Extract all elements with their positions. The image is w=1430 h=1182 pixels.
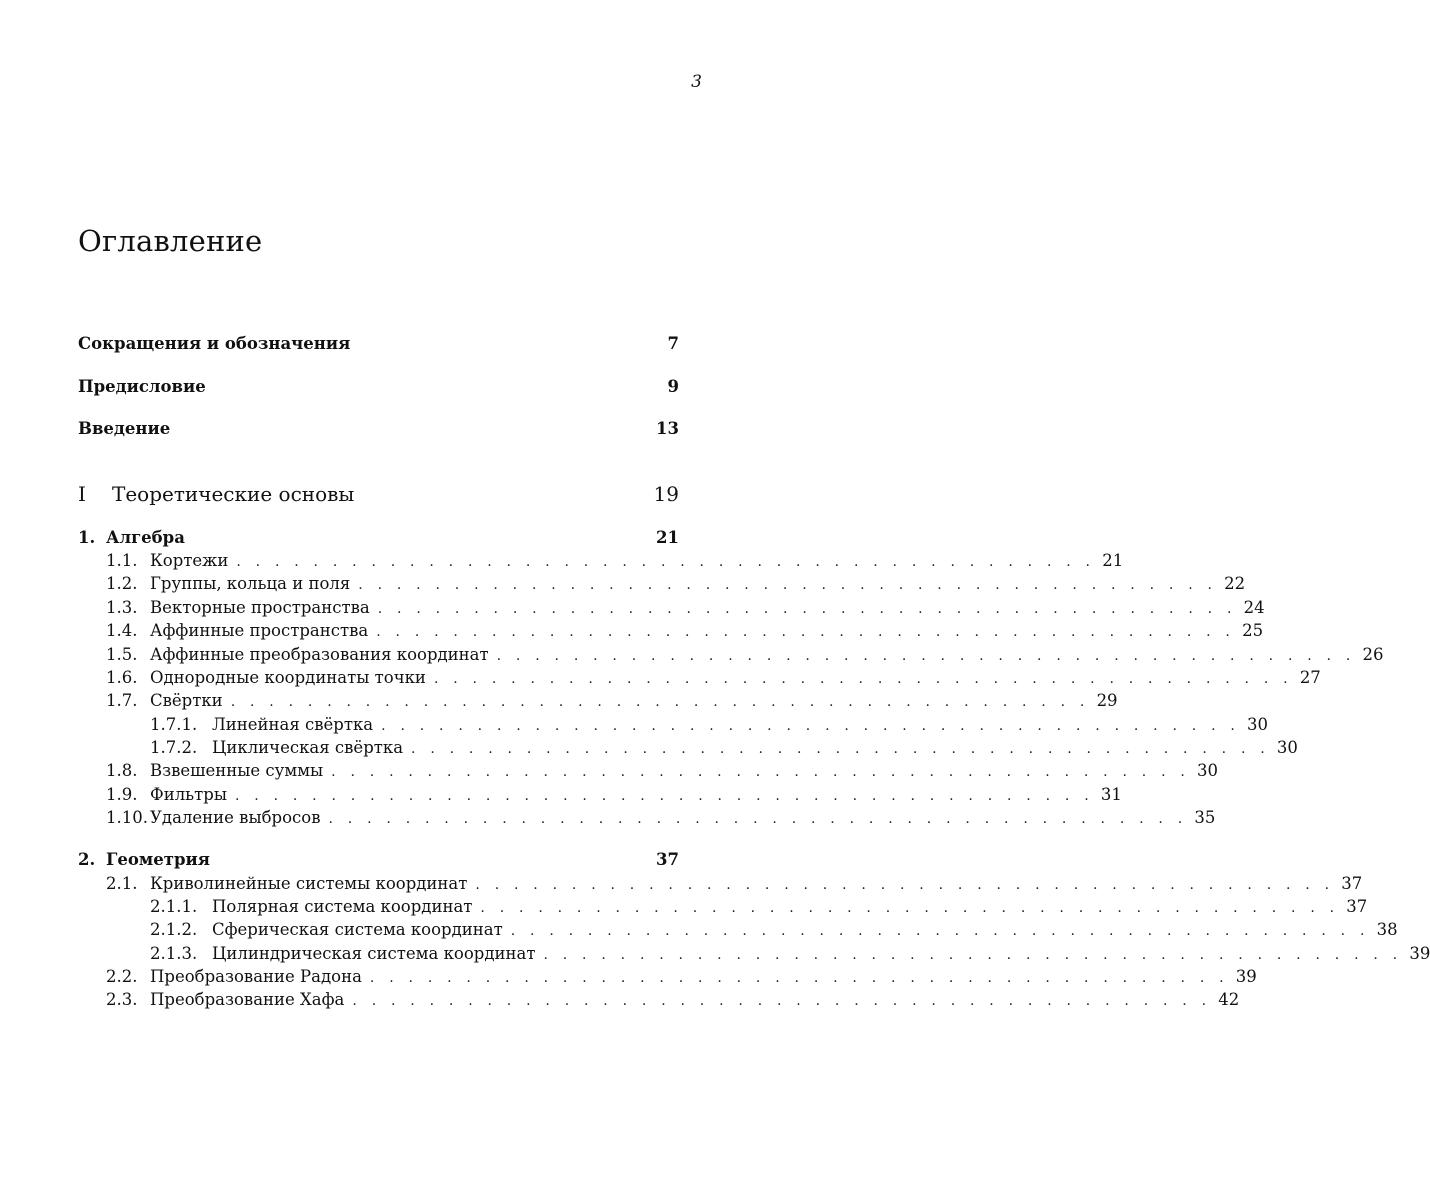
toc-entry-title: Однородные координаты точки <box>150 668 426 687</box>
toc-entry-title: Аффинные пространства <box>150 621 369 640</box>
toc-entry-title: Группы, кольца и поля <box>150 574 351 593</box>
toc-entry-page: 31 <box>1100 785 1122 804</box>
toc-subsection-1-7-1[interactable] <box>78 714 1269 736</box>
toc-entry-title: Полярная система координат <box>212 897 473 916</box>
toc-entry-number: 1.7.2. <box>150 738 198 757</box>
toc-entry-page: 37 <box>1341 874 1363 893</box>
toc-entry-page: 42 <box>1218 990 1240 1009</box>
toc-section-1-4[interactable] <box>78 620 1264 642</box>
toc-chapter-title: Геометрия <box>106 850 210 869</box>
toc-section-1-2[interactable] <box>78 573 1246 595</box>
dot-leader: . . . . . . . . . . . . . . . . . . . . . . . . . . . . . . . . . . . . . . . . . . . . . <box>358 577 1218 593</box>
toc-section-2-3[interactable] <box>78 989 1240 1011</box>
toc-entry-page: 25 <box>1242 621 1264 640</box>
dot-leader: . . . . . . . . . . . . . . . . . . . . . . . . . . . . . . . . . . . . . . . . . . . . . <box>331 764 1191 780</box>
toc-entry-page: 37 <box>1346 897 1368 916</box>
toc-part-1[interactable] <box>78 480 679 508</box>
toc-entry-number: 1.9. <box>106 785 138 804</box>
toc-entry-number: 2.2. <box>106 967 138 986</box>
toc-chapter-1[interactable] <box>78 527 679 549</box>
toc-entry-number: 1.8. <box>106 761 138 780</box>
dot-leader: . . . . . . . . . . . . . . . . . . . . . . . . . . . . . . . . . . . . . . . . . . . . . <box>234 788 1094 804</box>
toc-entry-page: 39 <box>1409 944 1430 963</box>
toc-chapter-page: 37 <box>656 850 679 869</box>
dot-leader: . . . . . . . . . . . . . . . . . . . . . . . . . . . . . . . . . . . . . . . . . . . . . <box>480 900 1340 916</box>
toc-entry-number: 1.6. <box>106 668 138 687</box>
dot-leader: . . . . . . . . . . . . . . . . . . . . . . . . . . . . . . . . . . . . . . . . . . . . . <box>377 601 1237 617</box>
toc-entry-title: Фильтры <box>150 785 227 804</box>
toc-entry-title: Линейная свёртка <box>212 715 374 734</box>
toc-entry-page: 35 <box>1194 808 1216 827</box>
toc-entry-title: Циклическая свёртка <box>212 738 404 757</box>
toc-entry-number: 2.1.2. <box>150 920 198 939</box>
dot-leader: . . . . . . . . . . . . . . . . . . . . . . . . . . . . . . . . . . . . . . . . . . . . . <box>328 811 1188 827</box>
toc-chapter-2[interactable] <box>78 849 679 871</box>
toc-entry-title: Сокращения и обозначения <box>78 334 351 353</box>
toc-subsection-2-1-2[interactable] <box>78 919 1398 941</box>
toc-entry-page: 39 <box>1235 967 1257 986</box>
toc-entry-page: 30 <box>1247 715 1269 734</box>
dot-leader: . . . . . . . . . . . . . . . . . . . . . . . . . . . . . . . . . . . . . . . . . . . . . <box>369 970 1229 986</box>
dot-leader: . . . . . . . . . . . . . . . . . . . . . . . . . . . . . . . . . . . . . . . . . . . . . <box>496 648 1356 664</box>
dot-leader: . . . . . . . . . . . . . . . . . . . . . . . . . . . . . . . . . . . . . . . . . . . . . <box>236 554 1096 570</box>
toc-section-1-6[interactable] <box>78 667 1321 689</box>
toc-entry-page: 38 <box>1376 920 1398 939</box>
dot-leader: . . . . . . . . . . . . . . . . . . . . . . . . . . . . . . . . . . . . . . . . . . . . . <box>475 877 1335 893</box>
dot-leader: . . . . . . . . . . . . . . . . . . . . . . . . . . . . . . . . . . . . . . . . . . . . . <box>376 624 1236 640</box>
toc-entry-number: 2.1.1. <box>150 897 198 916</box>
toc-subsection-2-1-1[interactable] <box>78 896 1368 918</box>
toc-entry-page: 22 <box>1224 574 1246 593</box>
toc-entry-title: Криволинейные системы координат <box>150 874 468 893</box>
toc-entry-title: Кортежи <box>150 551 229 570</box>
toc-entry-title: Аффинные преобразования координат <box>150 645 489 664</box>
toc-entry-page: 29 <box>1096 691 1118 710</box>
toc-entry-title: Сферическая система координат <box>212 920 503 939</box>
toc-part-page: 19 <box>653 482 679 506</box>
toc-subsection-1-7-2[interactable] <box>78 737 1298 759</box>
toc-entry-number: 1.3. <box>106 598 138 617</box>
toc-entry-page: 7 <box>667 334 679 353</box>
page-number: 3 <box>691 72 702 92</box>
dot-leader: . . . . . . . . . . . . . . . . . . . . . . . . . . . . . . . . . . . . . . . . . . . . . <box>381 718 1241 734</box>
toc-section-1-10[interactable] <box>78 807 1216 829</box>
toc-entry-preface[interactable] <box>78 376 679 398</box>
toc-entry-page: 21 <box>1102 551 1124 570</box>
toc-section-2-1[interactable] <box>78 873 1363 895</box>
dot-leader: . . . . . . . . . . . . . . . . . . . . . . . . . . . . . . . . . . . . . . . . . . . . . <box>352 993 1212 1009</box>
toc-section-1-8[interactable] <box>78 760 1219 782</box>
toc-entry-page: 26 <box>1362 645 1384 664</box>
dot-leader: . . . . . . . . . . . . . . . . . . . . . . . . . . . . . . . . . . . . . . . . . . . . . <box>411 741 1270 757</box>
toc-entry-title: Преобразование Хафа <box>150 990 345 1009</box>
toc-entry-page: 9 <box>667 377 679 396</box>
toc-entry-number: 1.2. <box>106 574 138 593</box>
toc-entry-number: 2.3. <box>106 990 138 1009</box>
dot-leader: . . . . . . . . . . . . . . . . . . . . . . . . . . . . . . . . . . . . . . . . . . . . . <box>510 923 1370 939</box>
toc-part-number: I <box>78 482 86 506</box>
toc-subsection-2-1-3[interactable] <box>78 943 1430 965</box>
toc-entry-number: 2.1. <box>106 874 138 893</box>
toc-entry-title: Преобразование Радона <box>150 967 362 986</box>
toc-chapter-page: 21 <box>656 528 679 547</box>
toc-entry-page: 30 <box>1197 761 1219 780</box>
toc-entry-title: Удаление выбросов <box>150 808 321 827</box>
toc-entry-title: Векторные пространства <box>150 598 370 617</box>
toc-section-2-2[interactable] <box>78 966 1257 988</box>
toc-entry-title: Предисловие <box>78 377 206 396</box>
toc-part-title: Теоретические основы <box>112 482 355 506</box>
toc-entry-title: Цилиндрическая система координат <box>212 944 536 963</box>
toc-entry-page: 30 <box>1276 738 1298 757</box>
toc-chapter-number: 2. <box>78 850 96 869</box>
toc-chapter-number: 1. <box>78 528 96 547</box>
toc-chapter-title: Алгебра <box>106 528 185 547</box>
toc-entry-number: 1.5. <box>106 645 138 664</box>
toc-entry-number: 1.10. <box>106 808 148 827</box>
toc-entry-page: 13 <box>656 419 679 438</box>
toc-section-1-3[interactable] <box>78 597 1265 619</box>
page-title: Оглавление <box>78 224 263 258</box>
toc-entry-number: 1.7. <box>106 691 138 710</box>
toc-entry-abbreviations[interactable] <box>78 333 679 355</box>
dot-leader: . . . . . . . . . . . . . . . . . . . . . . . . . . . . . . . . . . . . . . . . . . . . . <box>433 671 1293 687</box>
toc-section-1-5[interactable] <box>78 644 1384 666</box>
toc-entry-title: Взвешенные суммы <box>150 761 324 780</box>
toc-entry-introduction[interactable] <box>78 418 679 440</box>
toc-section-1-9[interactable] <box>78 784 1122 806</box>
toc-entry-page: 24 <box>1243 598 1265 617</box>
toc-entry-title: Введение <box>78 419 171 438</box>
toc-entry-number: 1.1. <box>106 551 138 570</box>
toc-entry-page: 27 <box>1299 668 1321 687</box>
dot-leader: . . . . . . . . . . . . . . . . . . . . . . . . . . . . . . . . . . . . . . . . . . . . . <box>543 947 1403 963</box>
toc-entry-number: 1.7.1. <box>150 715 198 734</box>
toc-section-1-7[interactable] <box>78 690 1118 712</box>
toc-section-1-1[interactable] <box>78 550 1124 572</box>
toc-entry-title: Свёртки <box>150 691 223 710</box>
toc-entry-number: 1.4. <box>106 621 138 640</box>
dot-leader: . . . . . . . . . . . . . . . . . . . . . . . . . . . . . . . . . . . . . . . . . . . . . <box>230 694 1090 710</box>
toc-entry-number: 2.1.3. <box>150 944 198 963</box>
